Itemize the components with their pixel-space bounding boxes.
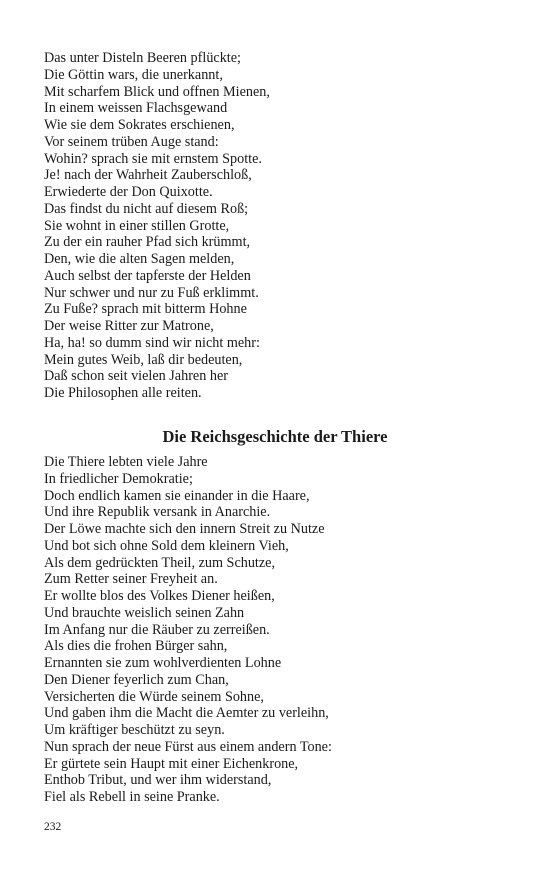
verse-line: In einem weissen Flachsgewand	[44, 100, 228, 117]
verse-line: Die Göttin wars, die unerkannt,	[44, 66, 223, 83]
verse-line: Ha, ha! so dumm sind wir nicht mehr:	[44, 334, 260, 351]
verse-line: Und bot sich ohne Sold dem kleinern Vieh,	[44, 537, 289, 554]
poem-reichsgeschichte	[44, 454, 514, 806]
verse-line: Er wollte blos des Volkes Diener heißen,	[44, 588, 275, 604]
verse-line: Den Diener feyerlich zum Chan,	[44, 671, 229, 688]
verse-line: Sie wohnt in einer stillen Grotte,	[44, 217, 230, 234]
verse-line: Auch selbst der tapferste der Helden	[44, 267, 251, 284]
verse-line: Im Anfang nur die Räuber zu zerreißen.	[44, 621, 270, 638]
verse-line: Daß schon seit vielen Jahren her	[44, 368, 228, 385]
verse-line: Vor seinem trüben Auge stand:	[44, 133, 219, 150]
verse-line: Enthob Tribut, und wer ihm widerstand,	[44, 772, 272, 789]
verse-line: Zu Fuße? sprach mit bitterm Hohne	[44, 301, 247, 318]
verse-line: Und gaben ihm die Macht die Aemter zu verleihn,	[44, 705, 329, 722]
verse-line: Fiel als Rebell in seine Pranke.	[44, 789, 220, 805]
verse-line: Und brauchte weislich seinen Zahn	[44, 604, 245, 621]
verse-line: Um kräftiger beschützt zu seyn.	[44, 722, 225, 738]
verse-line: Der weise Ritter zur Matrone,	[44, 318, 214, 334]
verse-line: Doch endlich kamen sie einander in die Haare,	[44, 487, 310, 504]
section-title: Die Reichsgeschichte der Thiere	[162, 427, 388, 446]
verse-line: Wie sie dem Sokrates erschienen,	[44, 117, 235, 133]
verse-line: Ernannten sie zum wohlverdienten Lohne	[44, 655, 282, 671]
verse-line: Nun sprach der neue Fürst aus einem andern Tone:	[44, 738, 332, 755]
verse-line: Als dies die frohen Bürger sahn,	[44, 638, 228, 655]
verse-line: Die Philosophen alle reiten.	[44, 385, 202, 401]
verse-line: Zum Retter seiner Freyheit an.	[44, 571, 218, 588]
verse-line: Mit scharfem Blick und offnen Mienen,	[44, 83, 270, 100]
verse-line: Erwiederte der Don Quixotte.	[44, 184, 213, 200]
verse-line: In friedlicher Demokratie;	[44, 470, 193, 487]
verse-line: Der Löwe machte sich den innern Streit zu Nutze	[44, 521, 325, 537]
verse-line: Das unter Disteln Beeren pflückte;	[44, 50, 241, 66]
verse-line: Als dem gedrückten Theil, zum Schutze,	[44, 554, 276, 571]
page-number: 232	[44, 821, 62, 833]
verse-line: Nur schwer und nur zu Fuß erklimmt.	[44, 284, 259, 301]
verse-line: Das findst du nicht auf diesem Roß;	[44, 200, 249, 217]
verse-line: Mein gutes Weib, laß dir bedeuten,	[44, 351, 243, 368]
verse-line: Und ihre Republik versank in Anarchie.	[44, 504, 271, 521]
verse-line: Wohin? sprach sie mit ernstem Spotte.	[44, 150, 262, 167]
verse-line: Den, wie die alten Sagen melden,	[44, 251, 235, 267]
verse-line: Er gürtete sein Haupt mit einer Eichenkrone,	[44, 755, 299, 772]
poem-continuation	[44, 50, 514, 402]
verse-line: Versicherten die Würde seinem Sohne,	[44, 688, 264, 705]
verse-line: Je! nach der Wahrheit Zauberschloß,	[44, 167, 252, 184]
verse-line: Zu der ein rauher Pfad sich krümmt,	[44, 234, 251, 251]
verse-line: Die Thiere lebten viele Jahre	[44, 454, 208, 470]
